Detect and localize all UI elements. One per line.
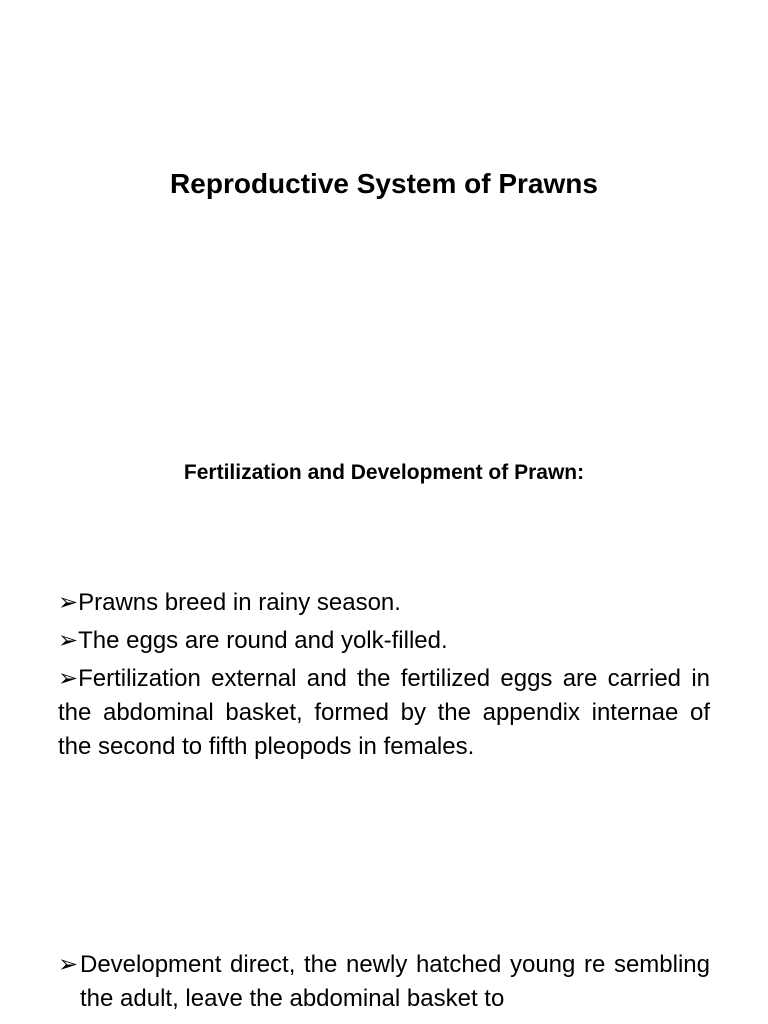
- list-item: [58, 662, 710, 764]
- list-item-text: The eggs are round and yolk-filled.: [78, 627, 448, 654]
- bullet-list-continued: [58, 948, 710, 1016]
- list-item: [58, 586, 710, 620]
- arrow-bullet-icon: ➢: [58, 951, 79, 978]
- section-heading: Fertilization and Development of Prawn:: [183, 461, 585, 484]
- list-item-text: Prawns breed in rainy season.: [78, 589, 401, 616]
- arrow-bullet-icon: ➢: [58, 627, 79, 654]
- list-item-text: Development direct, the newly hatched young re sembling the adult, leave the abdominal basket to: [80, 951, 710, 1012]
- arrow-bullet-icon: ➢: [58, 665, 79, 692]
- list-item: [58, 624, 710, 658]
- page-title: Reproductive System of Prawns: [170, 168, 598, 199]
- list-item: [58, 948, 710, 1016]
- list-item-text: Fertilization external and the fertilized eggs are carried in the abdominal basket, formed by the appendix internae of the second to fifth pleopods in females.: [58, 665, 710, 760]
- bullet-list: [58, 586, 710, 768]
- arrow-bullet-icon: ➢: [58, 589, 79, 616]
